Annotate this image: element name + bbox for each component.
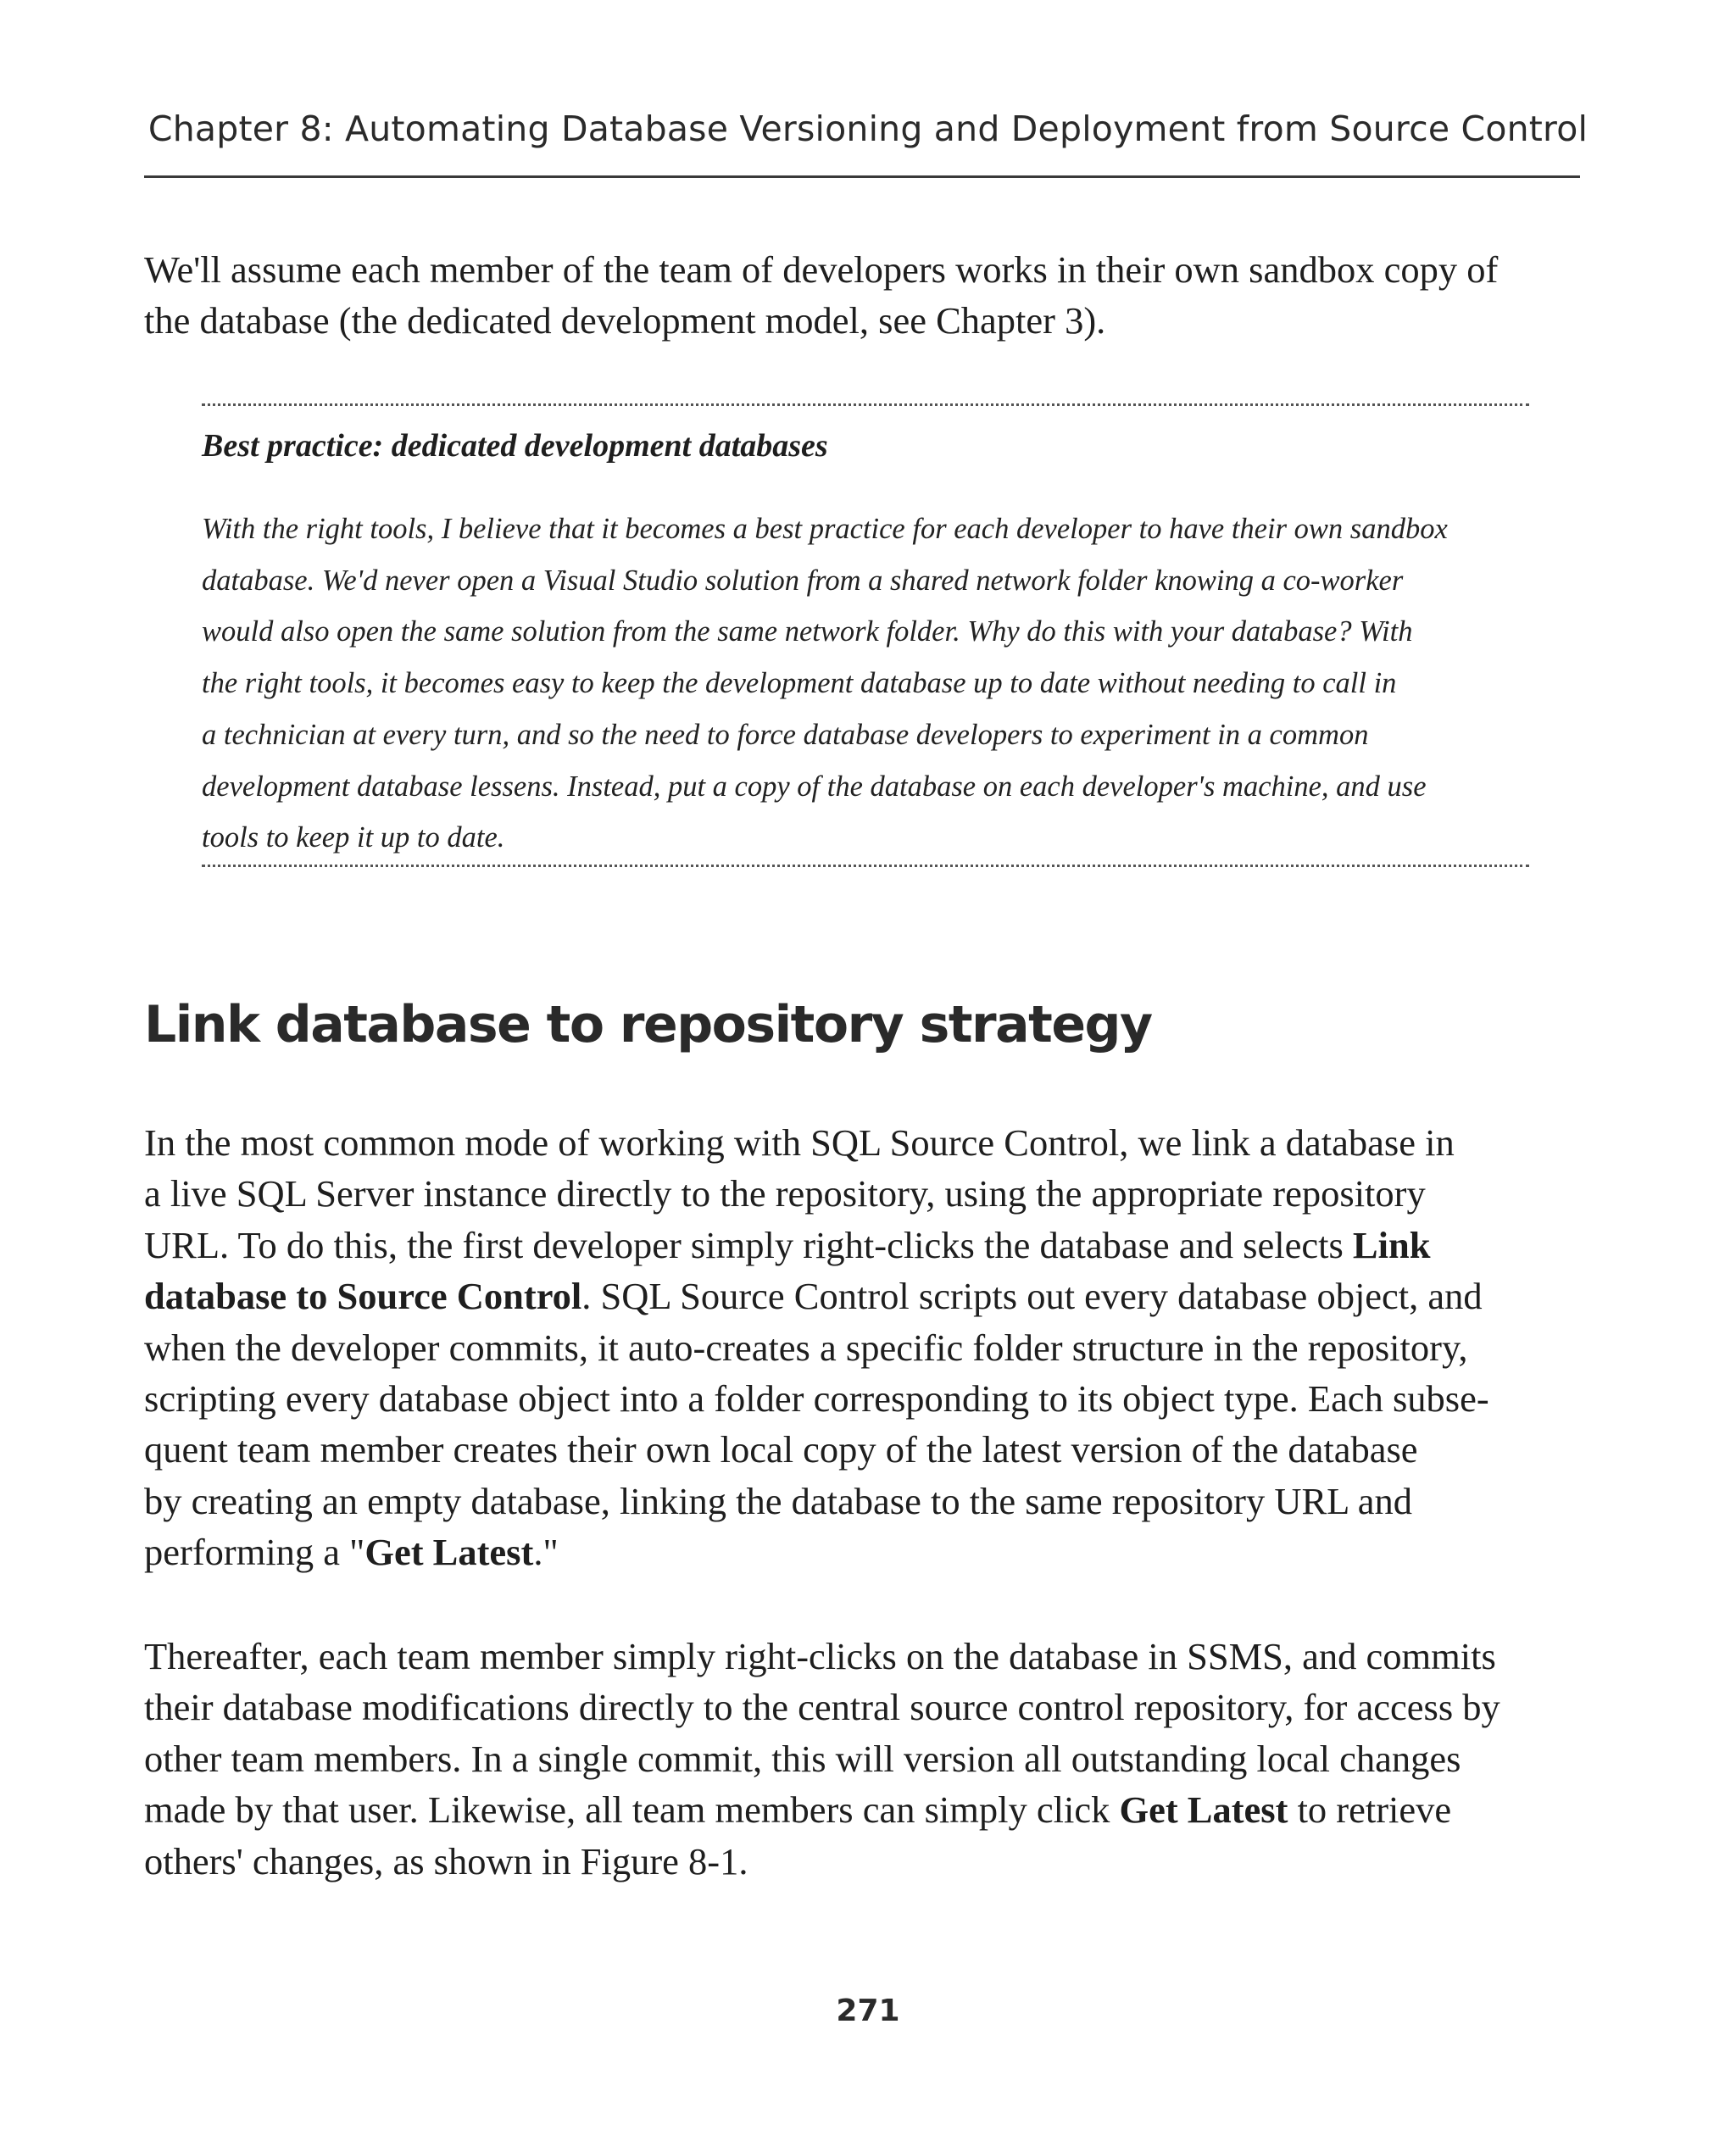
callout-bottom-border [202,865,1529,867]
ui-term-bold: Link [1352,1223,1431,1266]
best-practice-callout [202,395,1529,876]
para-line: by creating an empty database, linking the database to the same repository URL and [144,1479,1413,1522]
para-line: when the developer commits, it auto-creates a specific folder structure in the repository, [144,1326,1468,1369]
para-line: ." [533,1531,559,1574]
callout-body [202,503,1541,864]
callout-line: database. We'd never open a Visual Studio solution from a shared network folder knowing a co-worker [202,564,1404,597]
section-heading: Link database to repository strategy [144,995,1152,1054]
para-line: performing a " [144,1531,365,1574]
callout-line: tools to keep it up to date. [202,821,505,854]
intro-line: the database (the dedicated development model, see Chapter 3). [144,299,1106,342]
para-line: their database modifications directly to the central source control repository, for access by [144,1686,1500,1729]
header-rule [144,175,1580,178]
para-line: a live SQL Server instance directly to the repository, using the appropriate repository [144,1172,1426,1215]
para-line: scripting every database object into a folder corresponding to its object type. Each subse- [144,1377,1489,1421]
callout-top-border [202,403,1529,406]
para-line: quent team member creates their own local copy of the latest version of the database [144,1428,1418,1471]
para-line: In the most common mode of working with SQL Source Control, we link a database in [144,1121,1455,1164]
ui-term-bold: Get Latest [1119,1788,1288,1832]
para-line: . SQL Source Control scripts out every database object, and [581,1275,1483,1318]
running-header: Chapter 8: Automating Database Versioning and Deployment from Source Control [147,108,1589,149]
callout-line: a technician at every turn, and so the need to force database developers to experiment in a common [202,718,1369,751]
para-line: made by that user. Likewise, all team members can simply click [144,1788,1120,1832]
intro-line: We'll assume each member of the team of developers works in their own sandbox copy of [144,248,1499,291]
callout-line: development database lessens. Instead, put a copy of the database on each developer's machine, and use [202,770,1427,803]
callout-title: Best practice: dedicated development databases [202,428,828,464]
ui-term-bold: Get Latest [364,1531,534,1574]
body-paragraph-2 [144,1631,1611,1887]
callout-line: With the right tools, I believe that it becomes a best practice for each developer to have their own sandbox [202,513,1448,545]
para-line: others' changes, as shown in Figure 8-1. [144,1839,748,1882]
callout-line: the right tools, it becomes easy to keep the development database up to date without needing to call in [202,667,1397,700]
para-line: to retrieve [1288,1788,1452,1832]
para-line: Thereafter, each team member simply right-clicks on the database in SSMS, and commits [144,1635,1496,1677]
para-line: URL. To do this, the first developer simply right-clicks the database and selects [144,1223,1353,1266]
intro-paragraph [144,244,1602,347]
para-line: other team members. In a single commit, this will version all outstanding local changes [144,1737,1461,1780]
callout-line: would also open the same solution from the same network folder. Why do this with your database? With [202,615,1413,648]
page-number: 271 [836,1994,900,2028]
ui-term-bold: database to Source Control [144,1275,582,1318]
body-paragraph-1 [144,1117,1602,1578]
